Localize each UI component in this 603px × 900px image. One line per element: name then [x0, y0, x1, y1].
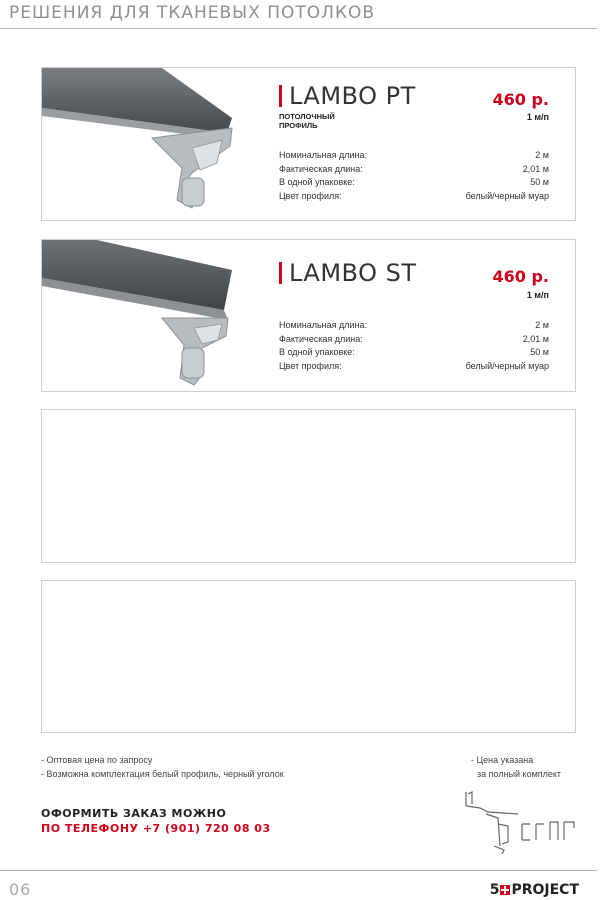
note-item: за полный комплект [477, 769, 562, 779]
lambo-pt-profile-image [42, 68, 237, 218]
spec-row [279, 176, 549, 190]
spec-value: 50 м [530, 347, 549, 357]
spec-value: белый/черный муар [465, 190, 549, 201]
subtitle-line-2: ПРОФИЛЬ [279, 121, 318, 130]
spec-row [279, 360, 549, 374]
footer-divider [0, 870, 597, 871]
logo-text-left: 5 [489, 882, 500, 898]
order-heading: ОФОРМИТЬ ЗАКАЗ МОЖНО [41, 807, 227, 820]
name-accent-bar [279, 262, 282, 284]
spec-label: Фактическая длина: [279, 333, 363, 344]
spec-label: Цвет профиля: [279, 360, 342, 371]
name-accent-bar [279, 85, 282, 107]
note-item: - Цена указана [471, 755, 534, 765]
spec-row [279, 346, 549, 360]
spec-row [279, 149, 549, 163]
brand-logo [490, 882, 579, 898]
order-phone[interactable]: ПО ТЕЛЕФОНУ +7 (901) 720 08 03 [41, 822, 271, 835]
spec-row [279, 319, 549, 333]
spec-label: Фактическая длина: [279, 163, 363, 174]
empty-product-card [41, 580, 576, 733]
note-item: - Оптовая цена по запросу [41, 755, 153, 765]
spec-value: 2 м [535, 150, 549, 160]
empty-product-card [41, 409, 576, 563]
spec-value: 2 м [535, 320, 549, 330]
product-card-lambo-st [41, 239, 576, 392]
product-unit: 1 м/п [526, 112, 549, 122]
profile-kit-sketch-icon [458, 784, 583, 859]
logo-text-right: PROJECT [511, 882, 579, 898]
spec-row [279, 163, 549, 177]
product-card-lambo-pt [41, 67, 576, 221]
spec-label: Номинальная длина: [279, 320, 367, 330]
product-unit: 1 м/п [526, 290, 549, 300]
spec-label: В одной упаковке: [279, 347, 355, 357]
product-name-text: LAMBO ST [289, 259, 417, 287]
spec-label: Номинальная длина: [279, 150, 367, 160]
spec-value: 50 м [530, 177, 549, 187]
spec-value: 2,01 м [522, 333, 549, 344]
spec-label: Цвет профиля: [279, 190, 342, 201]
product-name [279, 259, 417, 287]
product-specs [279, 149, 549, 203]
product-subtitle [279, 112, 335, 130]
product-price: 460 р. [492, 267, 549, 286]
plus-icon [500, 885, 510, 895]
notes-right [471, 753, 561, 781]
spec-value: белый/черный муар [465, 360, 549, 371]
spec-row [279, 190, 549, 204]
subtitle-line-1: ПОТОЛОЧНЫЙ [279, 112, 335, 121]
page-header-title: РЕШЕНИЯ ДЛЯ ТКАНЕВЫХ ПОТОЛКОВ [9, 3, 376, 23]
product-name [279, 82, 416, 110]
spec-row [279, 333, 549, 347]
spec-value: 2,01 м [522, 163, 549, 174]
note-item: - Возможна комплектация белый профиль, черный уголок [41, 769, 284, 779]
header-divider [0, 28, 597, 29]
notes-left [41, 753, 284, 781]
spec-label: В одной упаковке: [279, 177, 355, 187]
product-specs [279, 319, 549, 373]
page-number: 06 [9, 880, 32, 899]
product-name-text: LAMBO PT [289, 82, 416, 110]
product-price: 460 р. [492, 90, 549, 109]
lambo-st-profile-image [42, 240, 237, 390]
